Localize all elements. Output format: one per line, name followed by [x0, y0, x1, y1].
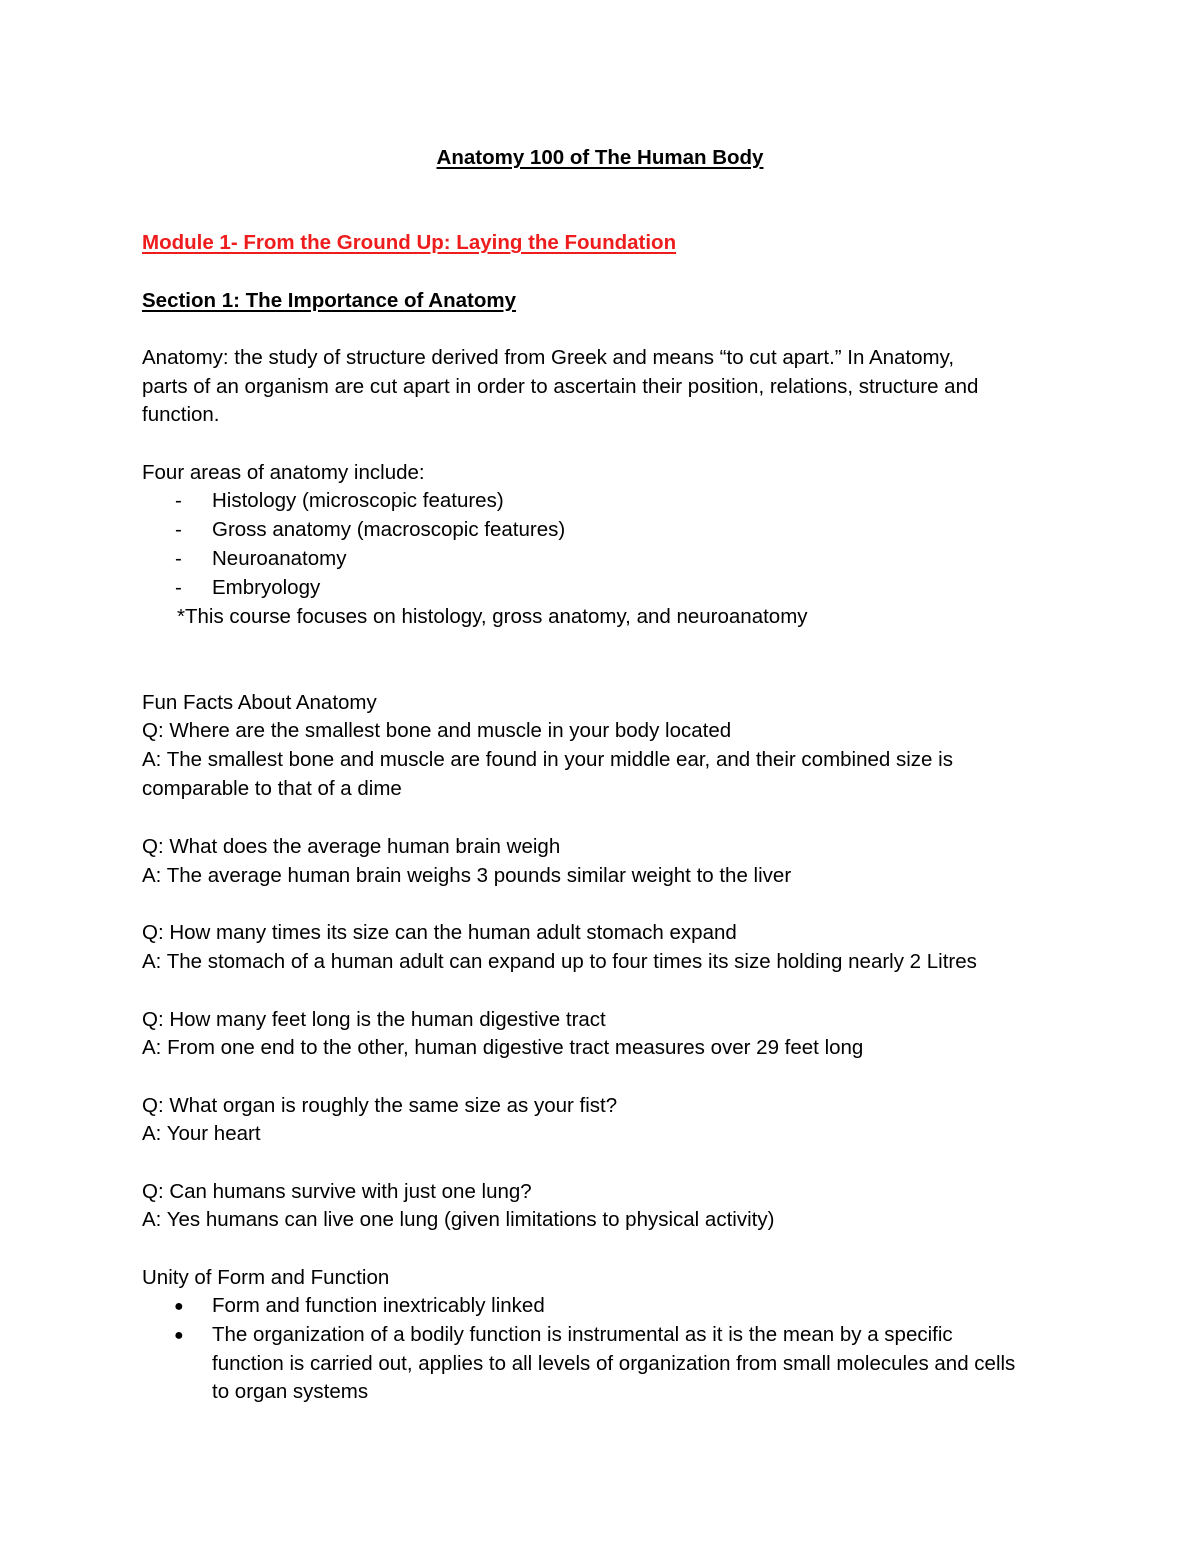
list-item-label: Form and function inextricably linked: [212, 1294, 545, 1317]
definition-line: Anatomy: the study of structure derived from Greek and means “to cut apart.” In Anatomy,: [142, 346, 955, 369]
dash-marker: -: [175, 518, 182, 541]
bullet-marker: ●: [174, 1298, 184, 1315]
dash-marker: -: [175, 489, 182, 512]
list-item-continuation: function is carried out, applies to all levels of organization from small molecules and cells: [212, 1352, 1016, 1375]
module-heading: Module 1- From the Ground Up: Laying the Foundation: [142, 231, 677, 254]
dash-marker: -: [175, 576, 182, 599]
dash-marker: -: [175, 547, 182, 570]
question-text: Q: Can humans survive with just one lung?: [142, 1180, 532, 1203]
answer-text: comparable to that of a dime: [142, 777, 402, 800]
list-item-label: The organization of a bodily function is instrumental as it is the mean by a specific: [212, 1323, 953, 1346]
list-item-label: Histology (microscopic features): [212, 489, 504, 512]
question-text: Q: What does the average human brain weigh: [142, 835, 561, 858]
answer-text: A: Your heart: [142, 1122, 261, 1145]
fun-facts-heading: Fun Facts About Anatomy: [142, 691, 377, 714]
list-item-label: Neuroanatomy: [212, 547, 347, 570]
question-text: Q: How many times its size can the human adult stomach expand: [142, 921, 737, 944]
list-item-label: Gross anatomy (macroscopic features): [212, 518, 566, 541]
definition-line: function.: [142, 403, 220, 426]
areas-intro: Four areas of anatomy include:: [142, 461, 425, 484]
question-text: Q: Where are the smallest bone and muscle in your body located: [142, 719, 732, 742]
answer-text: A: The average human brain weighs 3 pounds similar weight to the liver: [142, 864, 792, 887]
question-text: Q: How many feet long is the human digestive tract: [142, 1008, 606, 1031]
bullet-marker: ●: [174, 1327, 184, 1344]
list-item-continuation: to organ systems: [212, 1380, 369, 1403]
answer-text: A: The stomach of a human adult can expand up to four times its size holding nearly 2 Litres: [142, 950, 977, 973]
document-title: Anatomy 100 of The Human Body: [436, 146, 764, 169]
answer-text: A: The smallest bone and muscle are found in your middle ear, and their combined size is: [142, 748, 953, 771]
list-item-label: Embryology: [212, 576, 321, 599]
answer-text: A: From one end to the other, human digestive tract measures over 29 feet long: [142, 1036, 864, 1059]
definition-line: parts of an organism are cut apart in order to ascertain their position, relations, structure and: [142, 375, 979, 398]
answer-text: A: Yes humans can live one lung (given limitations to physical activity): [142, 1208, 775, 1231]
question-text: Q: What organ is roughly the same size as your fist?: [142, 1094, 618, 1117]
section-heading: Section 1: The Importance of Anatomy: [142, 289, 516, 312]
unity-heading: Unity of Form and Function: [142, 1266, 390, 1289]
areas-note: *This course focuses on histology, gross anatomy, and neuroanatomy: [177, 605, 808, 628]
